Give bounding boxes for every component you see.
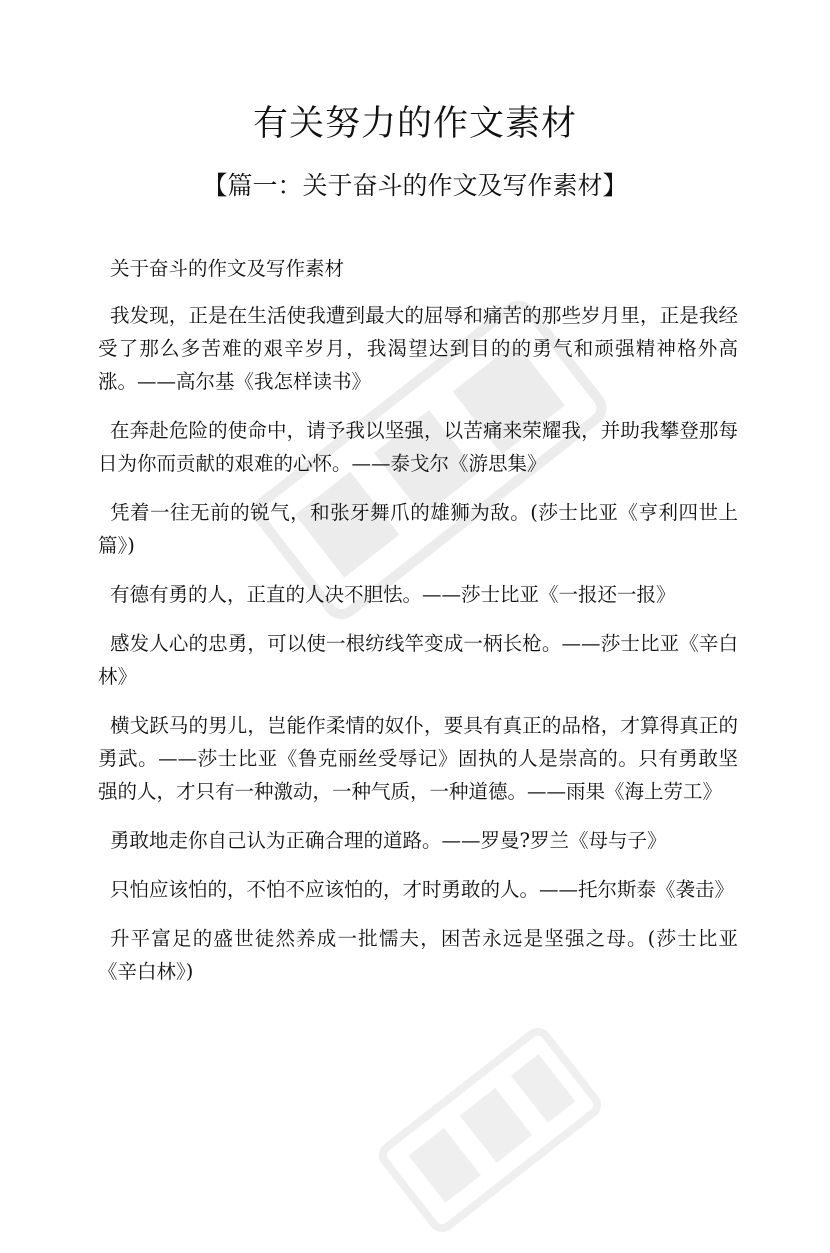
quote-paragraph: 感发人心的忠勇，可以使一根纺线竿变成一柄长枪。——莎士比亚《辛白林》 — [98, 632, 738, 688]
document-title: 有关努力的作文素材 — [252, 104, 577, 144]
quote-paragraph: 凭着一往无前的锐气，和张牙舞爪的雄狮为敌。(莎士比亚《亨利四世上篇》) — [98, 501, 738, 557]
quote-paragraph: 有德有勇的人，正直的人决不胆怯。——莎士比亚《一报还一报》 — [110, 583, 676, 606]
quote-paragraph: 在奔赴危险的使命中，请予我以坚强，以苦痛来荣耀我，并助我攀登那每日为你而贡献的艰难的心怀。——泰戈尔《游思集》 — [98, 419, 738, 475]
document-body — [98, 252, 738, 1004]
quote-paragraph: 勇敢地走你自己认为正确合理的道路。——罗曼?罗兰《母与子》 — [110, 829, 667, 852]
quote-paragraph: 升平富足的盛世徒然养成一批懦夫，困苦永远是坚强之母。(莎士比亚《辛白林》) — [98, 927, 738, 983]
section-heading: 关于奋斗的作文及写作素材 — [110, 257, 345, 280]
document-subtitle: 【篇一：关于奋斗的作文及写作素材】 — [202, 171, 628, 200]
quote-paragraph: 只怕应该怕的，不怕不应该怕的，才时勇敢的人。——托尔斯泰《袭击》 — [110, 878, 735, 901]
watermark-bottom-icon — [360, 1007, 620, 1253]
quote-paragraph: 横戈跃马的男儿，岂能作柔情的奴仆，要具有真正的品格，才算得真正的勇武。——莎士比亚《鲁克丽丝受辱记》固执的人是崇高的。只有勇敢坚强的人，才只有一种激动，一种气质，一种道德。——雨果《海上劳工》 — [98, 714, 738, 803]
quote-paragraph: 我发现，正是在生活使我遭到最大的屈辱和痛苦的那些岁月里，正是我经受了那么多苦难的艰辛岁月，我渴望达到目的的勇气和顽强精神格外高涨。——高尔基《我怎样读书》 — [98, 304, 738, 393]
